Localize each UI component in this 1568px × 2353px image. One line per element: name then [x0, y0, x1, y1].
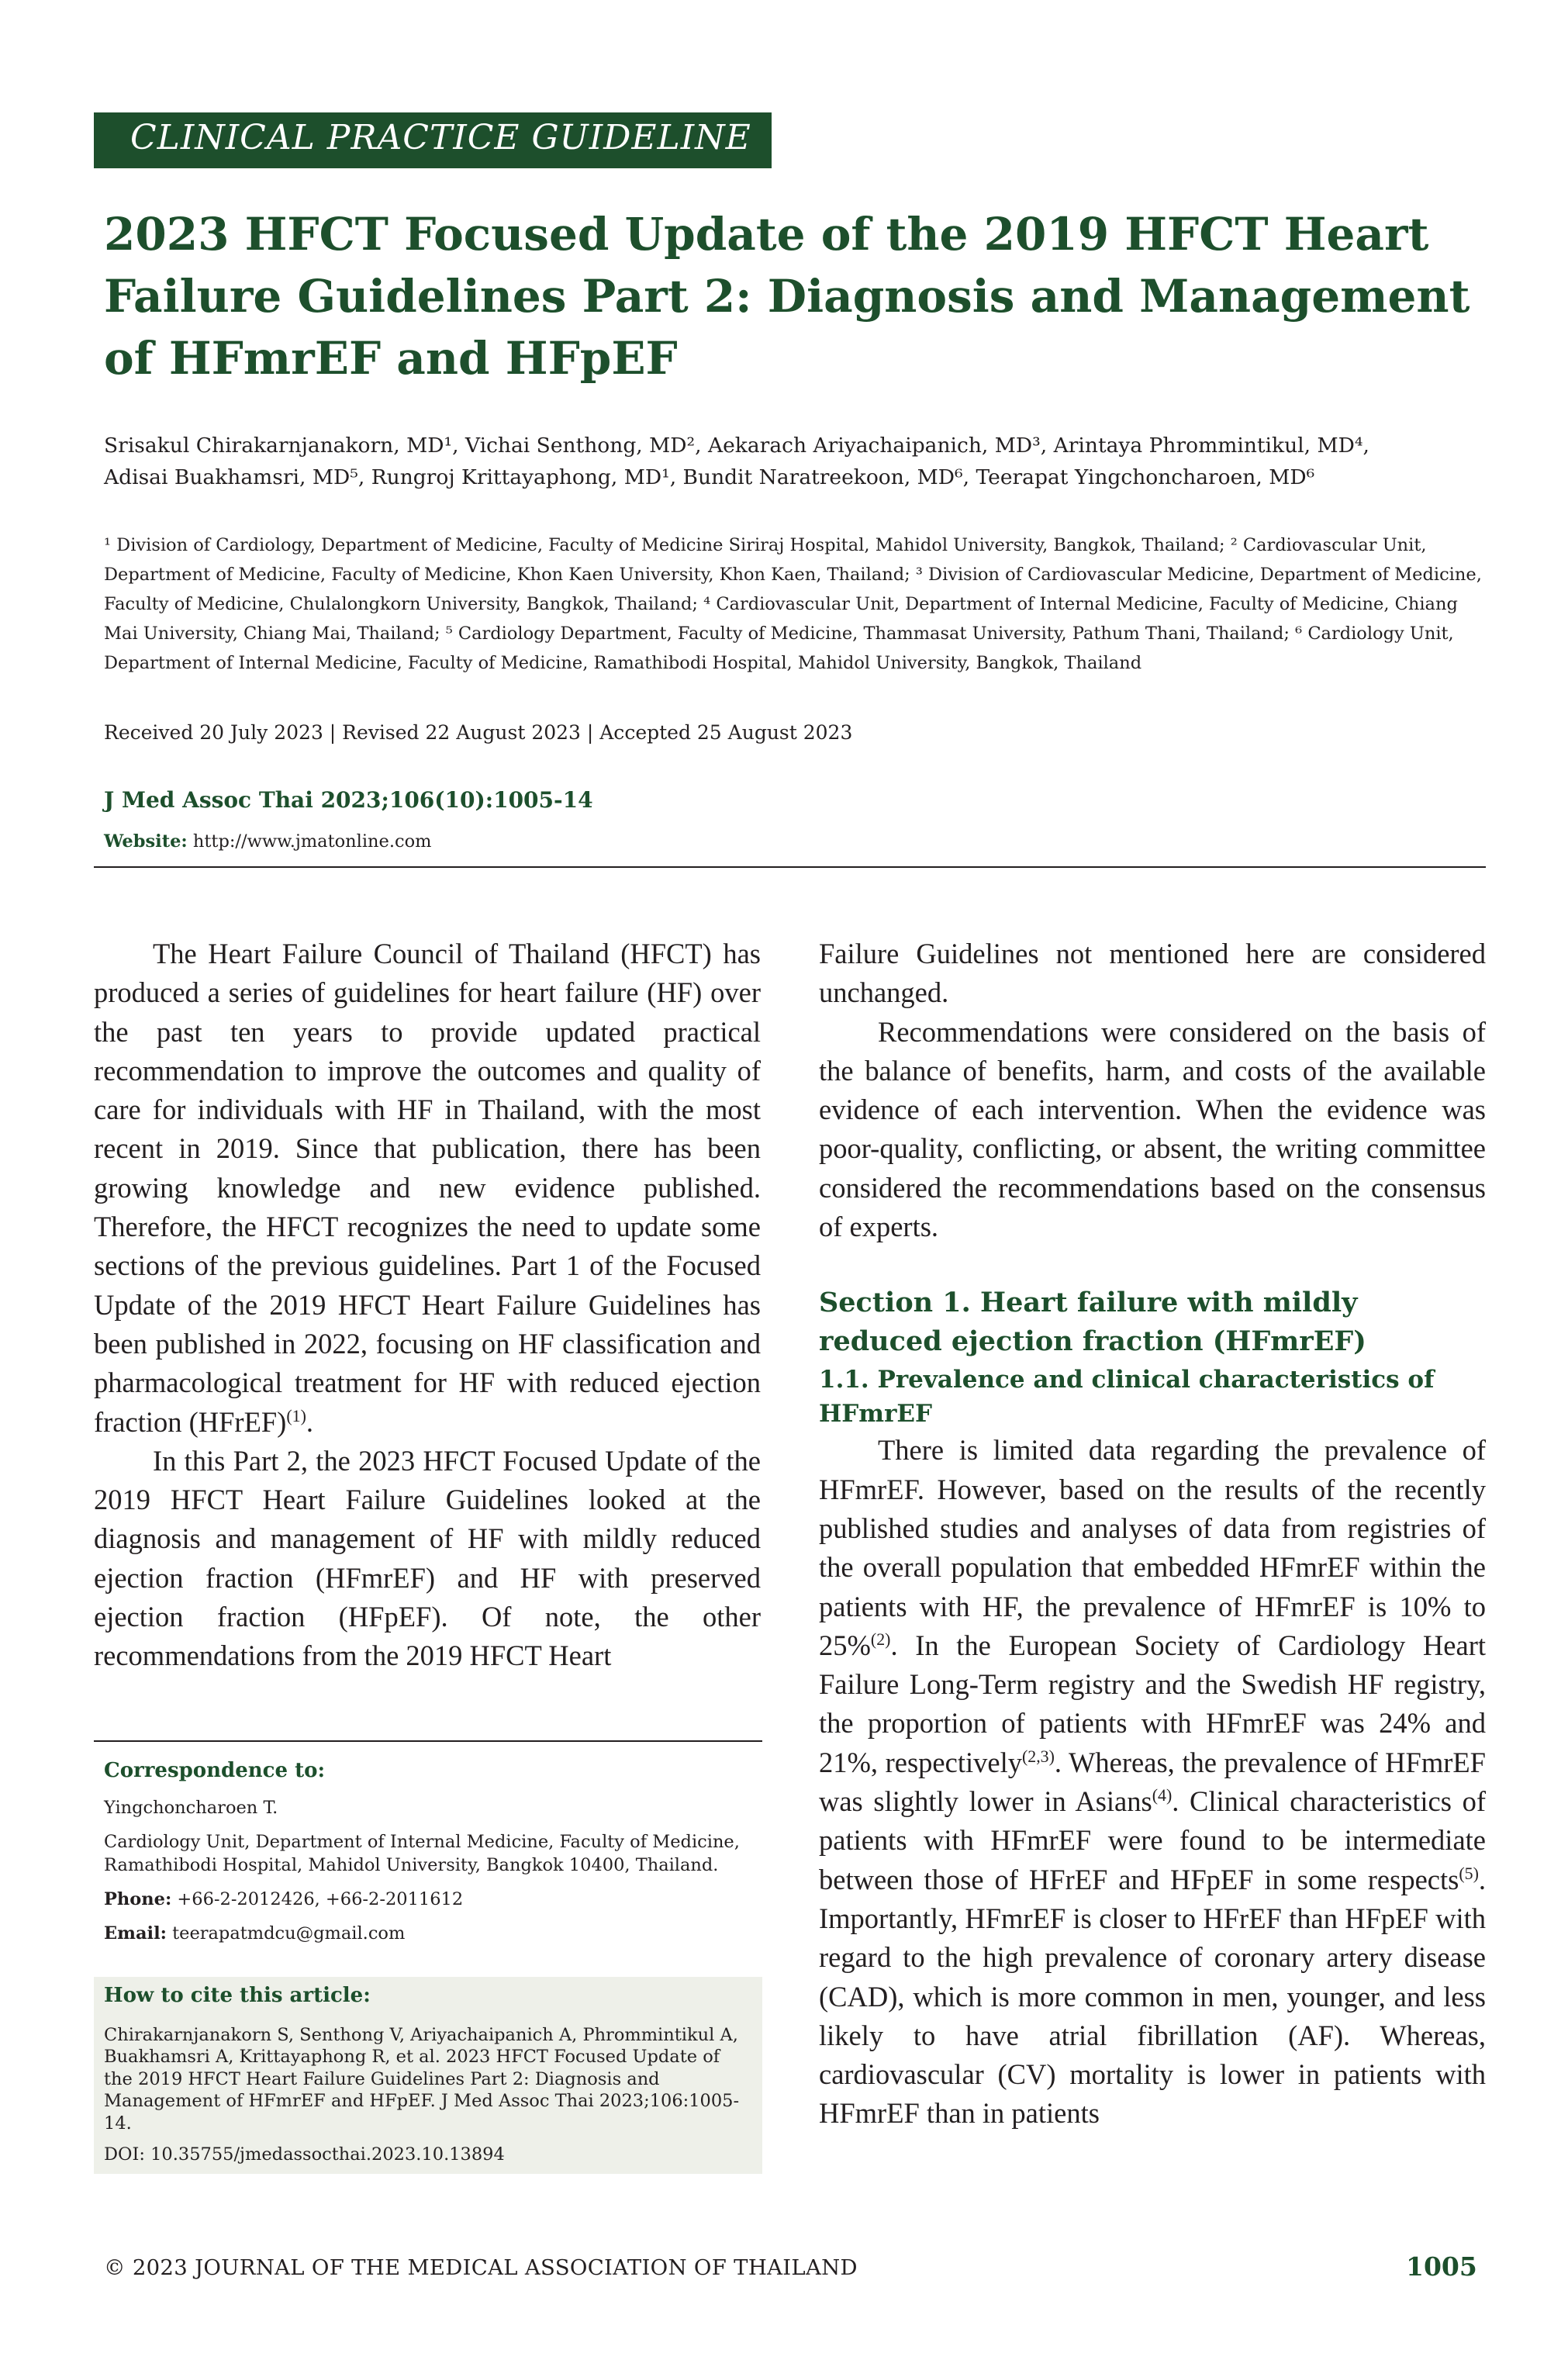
- paragraph-part2: In this Part 2, the 2023 HFCT Focused Update of the 2019 HFCT Heart Failure Guidelines looked at the diagnosis and management of HF with mildly reduced ejection fraction (HFmrEF) and HF with preserved ejection fraction (HFpEF). Of note, the other recommendations from the 2019 HFCT Heart: [94, 1444, 761, 1672]
- correspondence-label: Correspondence to:: [104, 1759, 326, 1782]
- prevalence-text-a: There is limited data regarding the prevalence of HFmrEF. However, based on the results of the recently published studies and analyses of data from registries of the overall population that embedded HFmrEF within the patients with HF, the prevalence of HFmrEF is 10% to 25%: [819, 1434, 1486, 1661]
- affiliations: ¹ Division of Cardiology, Department of Medicine, Faculty of Medicine Siriraj Hospital, Mahidol University, Bangkok, Thailand; ² Cardiovascular Unit, Department of Medicine, Faculty of Medicine, Khon Kaen University, Khon Kaen, Thailand; ³ Division of Cardiovascular Medicine, Department of Medicine, Faculty of Medicine, Chulalongkorn University, Bangkok, Thailand; ⁴ Cardiovascular Unit, Department of Internal Medicine, Faculty of Medicine, Chiang Mai University, Chiang Mai, Thailand; ⁵ Cardiology Department, Faculty of Medicine, Thammasat University, Pathum Thani, Thailand; ⁶ Cardiology Unit, Department of Internal Medicine, Faculty of Medicine, Ramathibodi Hospital, Mahidol University, Bangkok, Thailand: [104, 535, 1482, 673]
- website-label: Website:: [104, 831, 188, 852]
- body-column-left: [94, 935, 761, 1676]
- citation-label: How to cite this article:: [104, 1984, 371, 2007]
- phone-label: Phone:: [104, 1889, 172, 1909]
- citation-text: Chirakarnjanakorn S, Senthong V, Ariyachaipanich A, Phrommintikul A, Buakhamsri A, Krittayaphong R, et al. 2023 HFCT Focused Update of the 2019 HFCT Heart Failure Guidelines Part 2: Diagnosis and Management of HFmrEF and HFpEF. J Med Assoc Thai 2023;106:1005-14.: [104, 2024, 740, 2134]
- correspondence-email: [104, 1922, 751, 1945]
- paragraph-intro-end: .: [306, 1405, 313, 1438]
- reference-marker[interactable]: (5): [1459, 1863, 1479, 1883]
- paragraph-recommendations: Recommendations were considered on the basis of the balance of benefits, harm, and costs of the available evidence of each intervention. When the evidence was poor-quality, conflicting, or absent, the writing committee considered the recommendations based on the consensus of experts.: [819, 1015, 1486, 1243]
- citation-block: [104, 1985, 751, 2166]
- article-title: 2023 HFCT Focused Update of the 2019 HFCT Heart Failure Guidelines Part 2: Diagnosis and Management of HFmrEF and HFpEF: [104, 208, 1470, 385]
- submission-dates: Received 20 July 2023 | Revised 22 August 2023 | Accepted 25 August 2023: [104, 721, 853, 744]
- section-heading: Section 1. Heart failure with mildly reduced ejection fraction (HFmrEF): [819, 1287, 1366, 1358]
- correspondence-block: [104, 1759, 751, 1956]
- paragraph-intro-text: The Heart Failure Council of Thailand (HFCT) has produced a series of guidelines for heart failure (HF) over the past ten years to provide updated practical recommendation to improve the outcomes and quality of care for individuals with HF in Thailand, with the most recent in 2019. Since that publication, there has been growing knowledge and new evidence published. Therefore, the HFCT recognizes the need to update some sections of the previous guidelines. Part 1 of the Focused Update of the 2019 HFCT Heart Failure Guidelines has been published in 2022, focusing on HF classification and pharmacological treatment for HF with reduced ejection fraction (HFrEF): [94, 938, 761, 1438]
- correspondence-phone: [104, 1888, 751, 1911]
- category-label: CLINICAL PRACTICE GUIDELINE: [130, 118, 751, 157]
- body-column-right: [819, 935, 1486, 2134]
- author-list: [104, 430, 1500, 493]
- correspondence-name: Yingchoncharoen T.: [104, 1798, 278, 1818]
- phone-value: +66-2-2012426, +66-2-2011612: [177, 1889, 464, 1909]
- correspondence-divider: [94, 1740, 762, 1742]
- header-divider: [94, 866, 1486, 868]
- email-link[interactable]: teerapatmdcu@gmail.com: [172, 1923, 406, 1944]
- prevalence-text-b: . In the European Society of Cardiology Heart Failure Long-Term registry and the Swedish HF registry, the proportion of patients with HFmrEF was 24% and 21%, respectively: [819, 1629, 1486, 1778]
- website-line: [104, 831, 432, 852]
- prevalence-text-d: . Clinical characteristics of patients with HFmrEF were found to be intermediate between those of HFrEF and HFpEF in some respects: [819, 1785, 1487, 1895]
- prevalence-text-c: . Whereas, the prevalence of HFmrEF was slightly lower in Asians: [819, 1746, 1486, 1818]
- author-line-2: Adisai Buakhamsri, MD⁵, Rungroj Krittayaphong, MD¹, Bundit Naratreekoon, MD⁶, Teerapat Yingchoncharoen, MD⁶: [104, 465, 1315, 489]
- reference-marker[interactable]: (4): [1152, 1785, 1173, 1805]
- correspondence-address: Cardiology Unit, Department of Internal Medicine, Faculty of Medicine, Ramathibodi Hospital, Mahidol University, Bangkok 10400, Thailand.: [104, 1832, 740, 1875]
- website-link[interactable]: http://www.jmatonline.com: [192, 831, 432, 852]
- reference-marker[interactable]: (2,3): [1021, 1746, 1055, 1766]
- author-line-1: Srisakul Chirakarnjanakorn, MD¹, Vichai Senthong, MD², Aekarach Ariyachaipanich, MD³, Arintaya Phrommintikul, MD⁴,: [104, 434, 1369, 458]
- reference-marker[interactable]: (1): [286, 1405, 306, 1425]
- reference-marker[interactable]: (2): [870, 1629, 891, 1649]
- paragraph-part2-continued: Failure Guidelines not mentioned here are considered unchanged.: [819, 938, 1486, 1009]
- paragraph-prevalence: [819, 1431, 1486, 2133]
- paragraph-intro: [94, 935, 761, 1442]
- prevalence-text-e: . Importantly, HFmrEF is closer to HFrEF than HFpEF with regard to the high prevalence of coronary artery disease (CAD), which is more common in men, younger, and less likely to have atrial fibrillation (AF). Whereas, cardiovascular (CV) mortality is lower in patients with HFmrEF than in patients: [819, 1863, 1486, 2130]
- citation-doi[interactable]: DOI: 10.35755/jmedassocthai.2023.10.13894: [104, 2144, 505, 2165]
- journal-citation: J Med Assoc Thai 2023;106(10):1005-14: [104, 787, 593, 813]
- email-label: Email:: [104, 1923, 167, 1944]
- page-number: 1005: [1406, 2251, 1477, 2282]
- footer-copyright: © 2023 JOURNAL OF THE MEDICAL ASSOCIATION OF THAILAND: [104, 2255, 858, 2280]
- subsection-heading: 1.1. Prevalence and clinical characteristics of HFmrEF: [819, 1366, 1435, 1429]
